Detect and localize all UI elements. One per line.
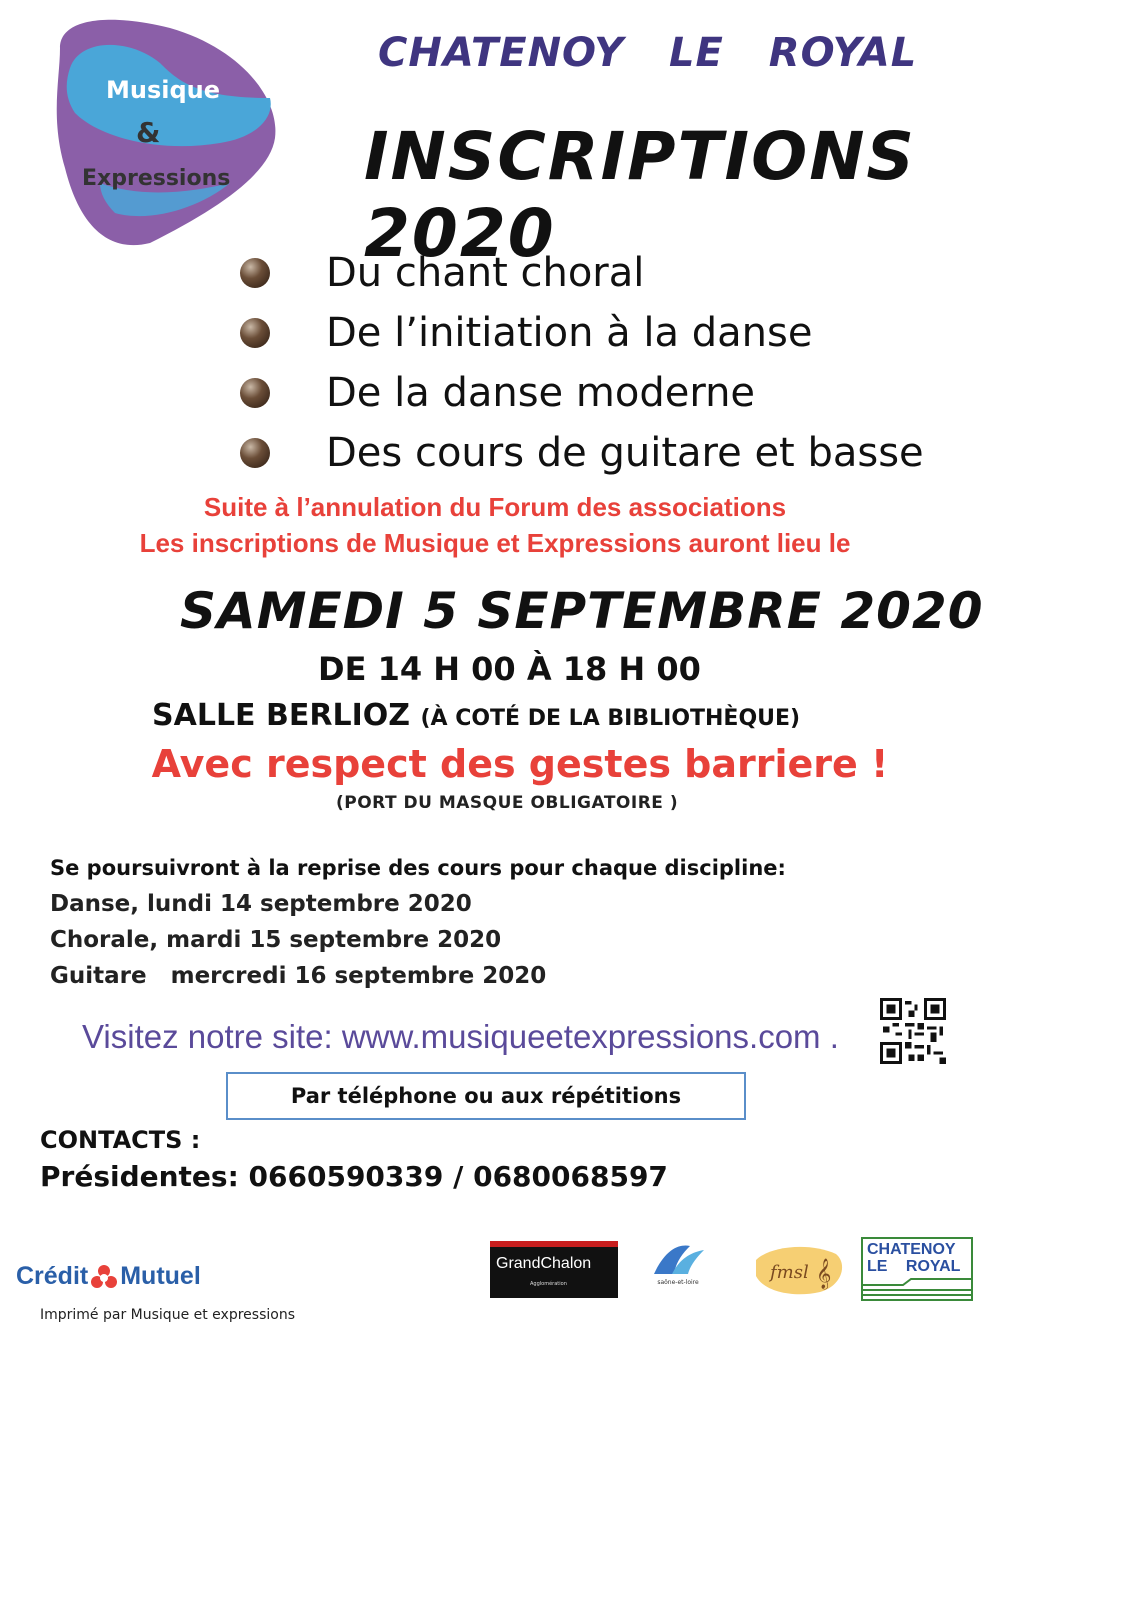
notice-line-2: Les inscriptions de Musique et Expressions auront lieu le xyxy=(139,528,851,558)
list-item xyxy=(240,423,924,483)
event-time: DE 14 H 00 À 18 H 00 xyxy=(318,650,701,688)
landscape-lines-icon xyxy=(863,1277,971,1297)
grand-chalon-text: GrandChalon xyxy=(496,1255,592,1272)
chatenoy-le-royal-logo xyxy=(861,1237,973,1301)
bullet-icon xyxy=(240,438,270,468)
mask-notice: (PORT DU MASQUE OBLIGATOIRE ) xyxy=(336,793,679,813)
credit-mutuel-icon xyxy=(90,1264,118,1290)
town-name: CHATENOY LE ROYAL xyxy=(378,30,918,76)
logo-ampersand-text: & xyxy=(136,116,161,149)
event-venue xyxy=(152,698,800,733)
activity-label: Des cours de guitare et basse xyxy=(326,430,924,476)
credit-mutuel-logo xyxy=(16,1262,201,1291)
list-item xyxy=(240,363,924,423)
saone-text: saône-et-loire xyxy=(657,1279,699,1286)
activity-label: De la danse moderne xyxy=(326,370,756,416)
chatenoy-logo-line1: CHATENOY xyxy=(867,1241,956,1258)
venue-detail: (À COTÉ DE LA BIBLIOTHÈQUE) xyxy=(420,706,801,731)
notice-line-1: Suite à l’annulation du Forum des associations xyxy=(203,492,787,522)
barrier-notice: Avec respect des gestes barriere ! xyxy=(151,742,889,786)
phone-info-box: Par téléphone ou aux répétitions xyxy=(226,1072,746,1120)
logo-expressions-text: Expressions xyxy=(82,166,231,191)
list-item: Danse, lundi 14 septembre 2020 xyxy=(50,891,472,917)
musique-expressions-logo xyxy=(40,8,290,253)
fmsl-text: fmsl xyxy=(770,1262,809,1283)
treble-clef-icon: 𝄞 xyxy=(816,1259,832,1289)
event-date: SAMEDI 5 SEPTEMBRE 2020 xyxy=(180,582,984,640)
grand-chalon-subtitle: Agglomération xyxy=(530,1281,567,1287)
mutuel-text: Mutuel xyxy=(120,1262,201,1290)
list-item xyxy=(240,243,924,303)
page-title: INSCRIPTIONS 2020 xyxy=(364,118,916,272)
list-item: Chorale, mardi 15 septembre 2020 xyxy=(50,927,502,953)
chatenoy-logo-line2: LE ROYAL xyxy=(867,1258,961,1275)
website-link[interactable]: Visitez notre site: www.musiqueetexpressions.com . xyxy=(82,1018,839,1055)
venue-name: SALLE BERLIOZ xyxy=(152,698,410,733)
qr-code-icon[interactable] xyxy=(880,998,946,1064)
bullet-icon xyxy=(240,258,270,288)
contacts-label: CONTACTS : xyxy=(40,1126,201,1154)
logo-red-bar xyxy=(490,1241,618,1247)
grand-chalon-logo xyxy=(490,1241,618,1298)
bullet-icon xyxy=(240,318,270,348)
logo-musique-text: Musique xyxy=(106,76,221,104)
saone-et-loire-logo xyxy=(646,1240,710,1292)
activities-list xyxy=(240,243,924,483)
schedule-list xyxy=(50,886,546,994)
printed-by: Imprimé par Musique et expressions xyxy=(40,1307,295,1323)
guitar-pick-icon xyxy=(40,8,290,253)
activity-label: Du chant choral xyxy=(326,250,645,296)
schedule-intro: Se poursuivront à la reprise des cours pour chaque discipline: xyxy=(50,856,786,880)
fmsl-logo xyxy=(750,1240,850,1298)
credit-text: Crédit xyxy=(16,1262,89,1290)
bullet-icon xyxy=(240,378,270,408)
list-item xyxy=(240,303,924,363)
list-item: Guitare mercredi 16 septembre 2020 xyxy=(50,963,547,989)
presidents-phones: Présidentes: 0660590339 / 0680068597 xyxy=(40,1160,668,1193)
activity-label: De l’initiation à la danse xyxy=(326,310,813,356)
